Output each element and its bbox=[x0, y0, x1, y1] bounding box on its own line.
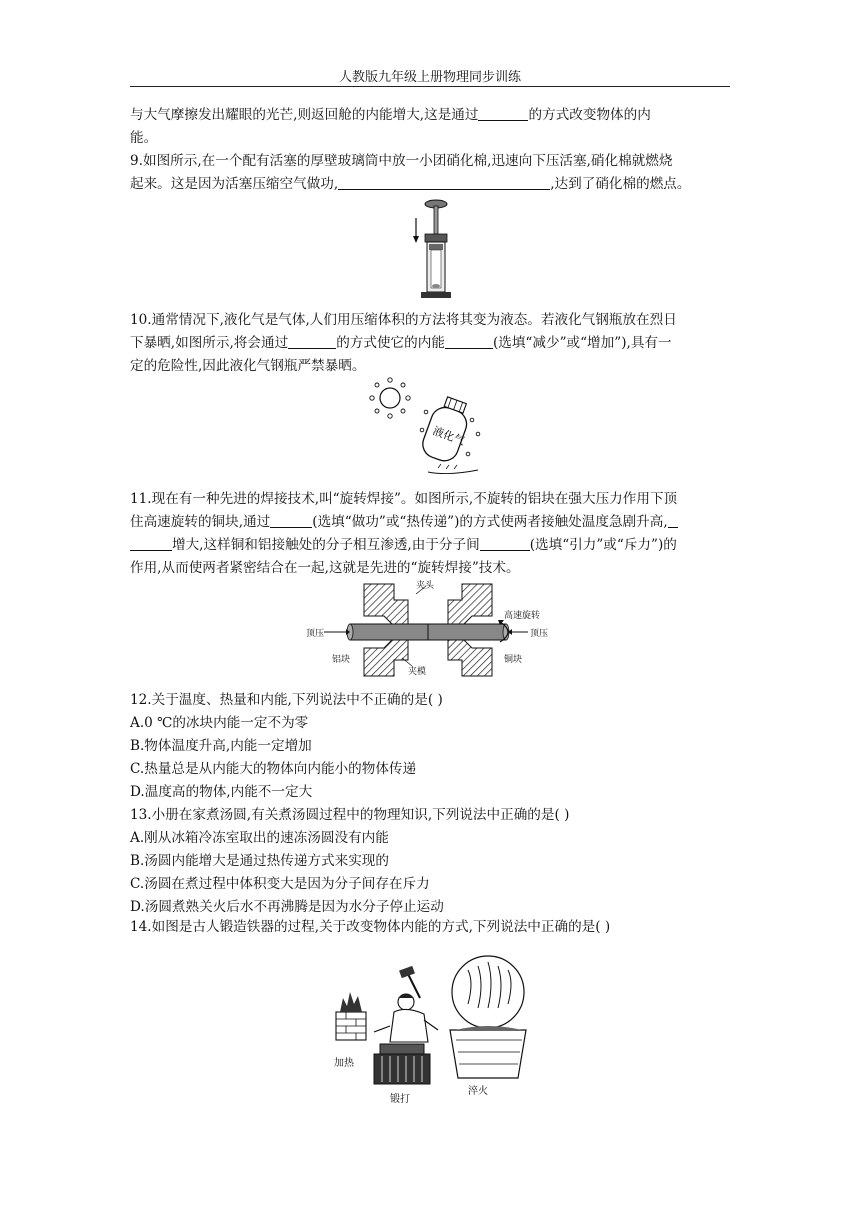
q11-line3 bbox=[130, 534, 730, 556]
q13-option-d[interactable]: D.汤圆煮熟关火后水不再沸腾是因为水分子停止运动 bbox=[130, 899, 444, 915]
label-aluminum: 铝块 bbox=[332, 655, 351, 665]
down-arrow-head bbox=[413, 236, 419, 243]
q12-option-d[interactable]: D.温度高的物体,内能不一定大 bbox=[130, 784, 313, 800]
q8-text-b: 的方式改变物体的内 bbox=[528, 107, 651, 123]
right-upper-clamp bbox=[448, 584, 492, 624]
header-divider bbox=[130, 86, 730, 87]
aluminum-block bbox=[350, 624, 428, 640]
sun-icon bbox=[380, 388, 400, 408]
q10-line3: 定的危险性,因此液化气钢瓶严禁暴晒。 bbox=[130, 358, 366, 374]
steam-cloud bbox=[452, 956, 524, 1028]
blacksmith bbox=[374, 966, 438, 1042]
q11-blank-3[interactable] bbox=[480, 536, 530, 551]
ground-line bbox=[428, 470, 478, 474]
q11-blank-2-start[interactable] bbox=[668, 513, 678, 528]
page-header-title: 人教版九年级上册物理同步训练 bbox=[338, 70, 521, 85]
gas-cylinder-sun-figure bbox=[368, 376, 488, 480]
q10-text-b: 的方式使它的内能 bbox=[336, 335, 445, 351]
q9-blank[interactable] bbox=[338, 175, 550, 190]
copper-block bbox=[428, 624, 506, 640]
q10-blank-2[interactable] bbox=[445, 334, 493, 349]
rotary-welding-figure bbox=[306, 578, 556, 688]
right-lower-clamp bbox=[448, 640, 492, 676]
q13-stem: 13.小册在家煮汤圆,有关煮汤圆过程中的物理知识,下列说法中正确的是( ) bbox=[130, 807, 570, 823]
cylinder-base bbox=[421, 292, 451, 298]
label-forging: 锻打 bbox=[390, 1094, 410, 1105]
q9-text-a: 起来。这是因为活塞压缩空气做功, bbox=[130, 176, 339, 192]
gas-cylinder bbox=[419, 394, 477, 466]
label-clamp-head: 夹头 bbox=[416, 581, 435, 591]
piston-cylinder-figure bbox=[408, 198, 458, 304]
label-press-left: 顶压 bbox=[306, 629, 325, 639]
q14-stem: 14.如图是古人锻造铁器的过程,关于改变物体内能的方式,下列说法中正确的是( ) bbox=[130, 919, 611, 935]
q11-line2 bbox=[130, 511, 730, 533]
left-lower-clamp bbox=[364, 640, 408, 676]
q8-line1 bbox=[130, 104, 730, 126]
cylinder-label: 液化气 bbox=[431, 424, 467, 448]
q12-stem: 12.关于温度、热量和内能,下列说法中不正确的是( ) bbox=[130, 692, 443, 708]
q13-option-c[interactable]: C.汤圆在煮过程中体积变大是因为分子间存在斥力 bbox=[130, 876, 430, 892]
q11-text-a: 住高速旋转的铜块,通过 bbox=[130, 514, 271, 530]
q8-line2: 能。 bbox=[130, 130, 158, 146]
q11-text-c: 增大,这样铜和铝接触处的分子相互渗透,由于分子间 bbox=[172, 537, 480, 553]
heating-furnace bbox=[336, 992, 366, 1040]
q11-text-d: (选填“引力”或“斥力”)的 bbox=[529, 537, 677, 553]
q13-option-b[interactable]: B.汤圆内能增大是通过热传递方式来实现的 bbox=[130, 853, 389, 869]
label-heating: 加热 bbox=[334, 1058, 354, 1069]
q10-text-a: 下暴晒,如图所示,将会通过 bbox=[130, 335, 289, 351]
nitrocotton bbox=[432, 284, 440, 288]
q8-text-a: 与大气摩擦发出耀眼的光芒,则返回舱的内能增大,这是通过 bbox=[130, 107, 479, 123]
cylinder-cap bbox=[425, 234, 447, 242]
q12-option-a[interactable]: A.0 ℃的冰块内能一定不为零 bbox=[130, 715, 309, 731]
q11-line4: 作用,从而使两者紧密结合在一起,这就是先进的“旋转焊接”技术。 bbox=[130, 560, 520, 576]
fire-icon bbox=[340, 992, 362, 1012]
q13-option-a[interactable]: A.刚从冰箱冷冻室取出的速冻汤圆没有内能 bbox=[130, 830, 389, 846]
piston-rod bbox=[434, 206, 438, 234]
anvil-block bbox=[374, 1044, 430, 1084]
left-upper-clamp bbox=[364, 584, 408, 624]
ground-hatch bbox=[438, 464, 457, 469]
q9-line2 bbox=[130, 173, 730, 195]
q9-text-b: ,达到了硝化棉的燃点。 bbox=[550, 176, 691, 192]
q9-line1: 9.如图所示,在一个配有活塞的厚壁玻璃筒中放一小团硝化棉,迅速向下压活塞,硝化棉就燃烧 bbox=[130, 153, 673, 169]
hammer-icon bbox=[399, 966, 415, 978]
q10-line1: 10.通常情况下,液化气是气体,人们用压缩体积的方法将其变为液态。若液化气钢瓶放在烈日 bbox=[130, 312, 677, 328]
air-chamber bbox=[431, 250, 441, 288]
q10-text-c: (选填“减少”或“增加”),具有一 bbox=[492, 335, 672, 351]
label-high-speed: 高速旋转 bbox=[504, 611, 541, 621]
piston bbox=[429, 244, 443, 250]
q12-option-b[interactable]: B.物体温度升高,内能一定增加 bbox=[130, 738, 312, 754]
q10-line2 bbox=[130, 332, 730, 354]
q10-blank-1[interactable] bbox=[288, 334, 336, 349]
q12-option-c[interactable]: C.热量总是从内能大的物体向内能小的物体传递 bbox=[130, 761, 417, 777]
label-mold: 夹模 bbox=[408, 667, 427, 677]
label-copper: 铜块 bbox=[504, 655, 523, 665]
q11-text-b: (选填“做功”或“热传递”)的方式使两者接触处温度急剧升高, bbox=[312, 514, 668, 530]
q11-blank-1[interactable] bbox=[270, 513, 312, 528]
quench-tub bbox=[450, 956, 526, 1078]
q8-blank[interactable] bbox=[478, 106, 528, 121]
ancient-forging-figure bbox=[328, 946, 528, 1112]
q11-line1: 11.现在有一种先进的焊接技术,叫“旋转焊接”。如图所示,不旋转的铝块在强大压力作用下顶 bbox=[130, 491, 678, 507]
label-press-right: 顶压 bbox=[530, 629, 549, 639]
q11-blank-2[interactable] bbox=[130, 536, 172, 551]
label-quench: 淬火 bbox=[468, 1086, 488, 1097]
